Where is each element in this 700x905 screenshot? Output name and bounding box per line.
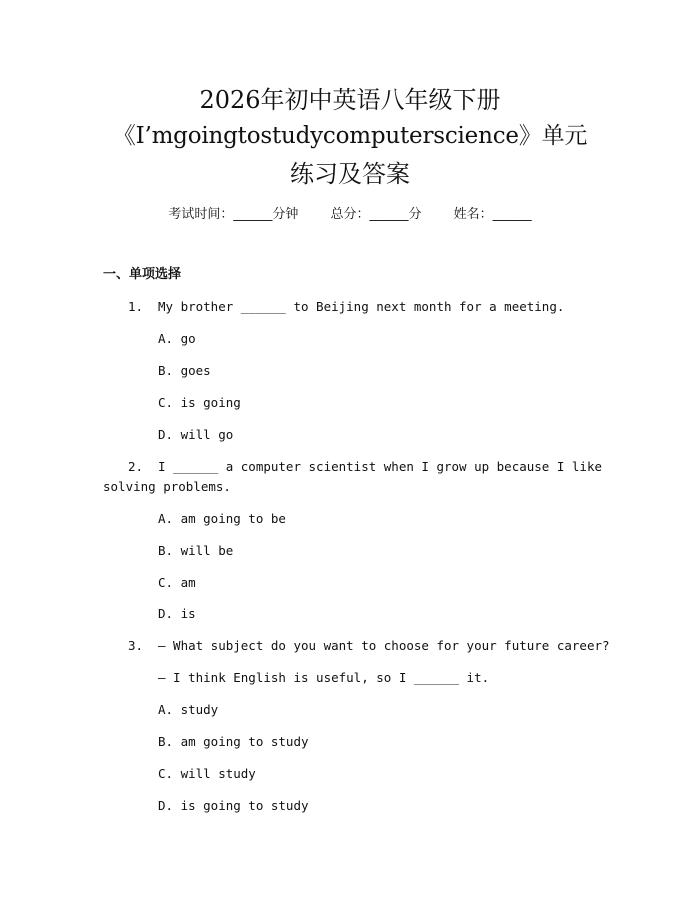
question-2-option-d: D. is bbox=[158, 606, 196, 621]
title-line-1: 2026年初中英语八年级下册 bbox=[199, 86, 501, 114]
question-3-stem-line-2: — I think English is useful, so I ______ it. bbox=[158, 670, 490, 685]
question-2-stem-line-2: solving problems. bbox=[103, 479, 231, 494]
question-2-option-a: A. am going to be bbox=[158, 511, 286, 526]
question-3-stem-line-1: — What subject do you want to choose for your future career? bbox=[158, 638, 610, 653]
question-2-number: 2. bbox=[128, 459, 144, 474]
question-3-number: 3. bbox=[128, 638, 144, 653]
question-1-stem: My brother ______ to Beijing next month for a meeting. bbox=[158, 299, 565, 314]
question-1-option-b: B. goes bbox=[158, 363, 211, 378]
question-3-option-c: C. will study bbox=[158, 766, 256, 781]
exam-meta bbox=[0, 206, 700, 224]
exam-time: 考试时间：______分钟 bbox=[168, 207, 299, 222]
question-1-number: 1. bbox=[128, 299, 144, 314]
question-3-option-d: D. is going to study bbox=[158, 798, 309, 813]
question-3-option-b: B. am going to study bbox=[158, 734, 309, 749]
question-3-option-a: A. study bbox=[158, 702, 219, 717]
question-2-option-b: B. will be bbox=[158, 543, 234, 558]
title-line-2: 《I’mgoingtostudycomputerscience》单元 bbox=[112, 123, 588, 149]
question-1-option-c: C. is going bbox=[158, 395, 241, 410]
title-line-3: 练习及答案 bbox=[290, 160, 410, 188]
question-2-stem-line-1: I ______ a computer scientist when I grow up because I like bbox=[158, 459, 603, 474]
question-2-option-c: C. am bbox=[158, 575, 196, 590]
question-1-option-d: D. will go bbox=[158, 427, 234, 442]
exam-total-score: 总分：______分 bbox=[330, 207, 422, 222]
section-title: 一、单项选择 bbox=[103, 267, 182, 282]
student-name: 姓名：______ bbox=[453, 207, 532, 222]
question-1-option-a: A. go bbox=[158, 331, 196, 346]
